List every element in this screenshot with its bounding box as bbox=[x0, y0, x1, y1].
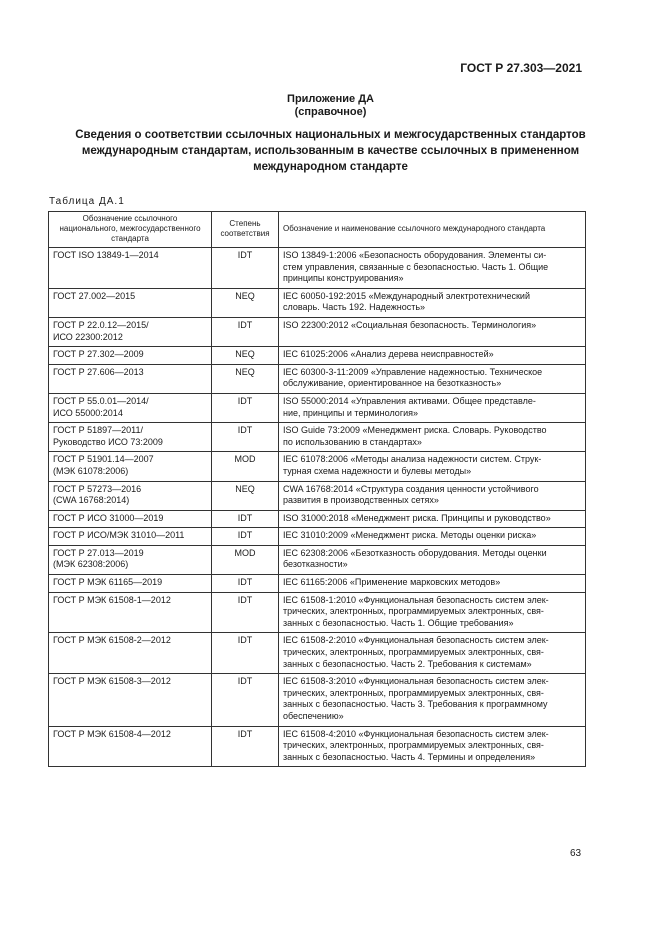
document-code: ГОСТ Р 27.303—2021 bbox=[460, 61, 582, 75]
cell-international: IEC 60300-3-11:2009 «Управление надежностью. Техническое обслуживание, ориентированное на безотказность» bbox=[279, 364, 586, 393]
cell-degree: MOD bbox=[212, 545, 279, 574]
cell-national: ГОСТ Р ИСО 31000—2019 bbox=[49, 510, 212, 528]
cell-degree: IDT bbox=[212, 510, 279, 528]
table-row bbox=[49, 545, 586, 574]
table-caption: Таблица ДА.1 bbox=[49, 196, 125, 207]
cell-national: ГОСТ Р ИСО/МЭК 31010—2011 bbox=[49, 528, 212, 546]
cell-national: ГОСТ Р МЭК 61508-2—2012 bbox=[49, 633, 212, 674]
section-heading: Сведения о соответствии ссылочных национальных и межгосударственных стандартов международным стандартам, использованным в качестве ссылочных в примененном международном стандарте bbox=[75, 129, 586, 173]
cell-national: ГОСТ Р 27.302—2009 bbox=[49, 347, 212, 365]
appendix-title: Приложение ДА bbox=[287, 93, 374, 105]
cell-degree: IDT bbox=[212, 674, 279, 726]
cell-degree: MOD bbox=[212, 452, 279, 481]
table-row bbox=[49, 528, 586, 546]
appendix-kind: (справочное) bbox=[294, 106, 367, 118]
cell-degree: NEQ bbox=[212, 481, 279, 510]
table-row bbox=[49, 393, 586, 422]
cell-degree: IDT bbox=[212, 726, 279, 767]
cell-national: ГОСТ Р 27.013—2019 (МЭК 62308:2006) bbox=[49, 545, 212, 574]
cell-degree: IDT bbox=[212, 423, 279, 452]
cell-international: IEC 61508-3:2010 «Функциональная безопасность систем элек- трических, электронных, программируемых электронных, свя- занных с безопасностью. Часть 3. Требования к программному обеспечению» bbox=[279, 674, 586, 726]
cell-international: IEC 61508-4:2010 «Функциональная безопасность систем элек- трических, электронных, программируемых электронных, свя- занных с безопасностью. Часть 4. Термины и определения» bbox=[279, 726, 586, 767]
cell-international: ISO 31000:2018 «Менеджмент риска. Принципы и руководство» bbox=[279, 510, 586, 528]
cell-international: IEC 31010:2009 «Менеджмент риска. Методы оценки риска» bbox=[279, 528, 586, 546]
cell-national: ГОСТ Р 57273—2016 (CWA 16768:2014) bbox=[49, 481, 212, 510]
cell-degree: IDT bbox=[212, 393, 279, 422]
page-number: 63 bbox=[570, 848, 582, 859]
column-header-degree: Степень соответствия bbox=[212, 212, 279, 248]
cell-international: IEC 61508-2:2010 «Функциональная безопасность систем элек- трических, электронных, программируемых электронных, свя- занных с безопасностью. Часть 2. Требования к системам» bbox=[279, 633, 586, 674]
table-row bbox=[49, 364, 586, 393]
cell-national: ГОСТ Р 51897—2011/ Руководство ИСО 73:2009 bbox=[49, 423, 212, 452]
table-row bbox=[49, 317, 586, 346]
cell-degree: IDT bbox=[212, 317, 279, 346]
cell-international: IEC 61508-1:2010 «Функциональная безопасность систем элек- трических, электронных, программируемых электронных, свя- занных с безопасностью. Часть 1. Общие требования» bbox=[279, 592, 586, 633]
cell-international: IEC 61025:2006 «Анализ дерева неисправностей» bbox=[279, 347, 586, 365]
table-row bbox=[49, 288, 586, 317]
table-row bbox=[49, 575, 586, 593]
cell-international: ISO 22300:2012 «Социальная безопасность. Терминология» bbox=[279, 317, 586, 346]
cell-national: ГОСТ 27.002—2015 bbox=[49, 288, 212, 317]
cell-national: ГОСТ Р МЭК 61508-4—2012 bbox=[49, 726, 212, 767]
cell-international: IEC 62308:2006 «Безотказность оборудования. Методы оценки безотказности» bbox=[279, 545, 586, 574]
table-row bbox=[49, 592, 586, 633]
cell-national: ГОСТ Р МЭК 61508-1—2012 bbox=[49, 592, 212, 633]
cell-national: ГОСТ Р МЭК 61508-3—2012 bbox=[49, 674, 212, 726]
cell-national: ГОСТ Р 27.606—2013 bbox=[49, 364, 212, 393]
table-row bbox=[49, 481, 586, 510]
cell-degree: IDT bbox=[212, 528, 279, 546]
column-header-international: Обозначение и наименование ссылочного международного стандарта bbox=[279, 212, 586, 248]
cell-degree: NEQ bbox=[212, 347, 279, 365]
table-row bbox=[49, 347, 586, 365]
table-row bbox=[49, 510, 586, 528]
table-row bbox=[49, 633, 586, 674]
cell-international: CWA 16768:2014 «Структура создания ценности устойчивого развития в производственных сетях» bbox=[279, 481, 586, 510]
cell-international: ISO 13849-1:2006 «Безопасность оборудования. Элементы си- стем управления, связанные с безопасностью. Часть 1. Общие принципы конструирования» bbox=[279, 248, 586, 289]
cell-national: ГОСТ Р 22.0.12—2015/ ИСО 22300:2012 bbox=[49, 317, 212, 346]
table-row bbox=[49, 726, 586, 767]
table-row bbox=[49, 423, 586, 452]
table-body bbox=[49, 248, 586, 767]
table-row bbox=[49, 452, 586, 481]
cell-international: IEC 61078:2006 «Методы анализа надежности систем. Струк- турная схема надежности и булевы методы» bbox=[279, 452, 586, 481]
cell-national: ГОСТ Р МЭК 61165—2019 bbox=[49, 575, 212, 593]
cell-international: ISO 55000:2014 «Управления активами. Общее представле- ние, принципы и терминология» bbox=[279, 393, 586, 422]
cell-international: IEC 60050-192:2015 «Международный электротехнический словарь. Часть 192. Надежность» bbox=[279, 288, 586, 317]
cell-national: ГОСТ Р 51901.14—2007 (МЭК 61078:2006) bbox=[49, 452, 212, 481]
table-row bbox=[49, 248, 586, 289]
cell-national: ГОСТ Р 55.0.01—2014/ ИСО 55000:2014 bbox=[49, 393, 212, 422]
cell-degree: IDT bbox=[212, 248, 279, 289]
cell-degree: NEQ bbox=[212, 364, 279, 393]
table-row bbox=[49, 674, 586, 726]
cell-international: ISO Guide 73:2009 «Менеджмент риска. Словарь. Руководство по использованию в стандартах» bbox=[279, 423, 586, 452]
appendix-header bbox=[0, 93, 661, 119]
table-header-row bbox=[49, 212, 586, 248]
cell-international: IEC 61165:2006 «Применение марковских методов» bbox=[279, 575, 586, 593]
cell-national: ГОСТ ISO 13849-1—2014 bbox=[49, 248, 212, 289]
cell-degree: NEQ bbox=[212, 288, 279, 317]
cell-degree: IDT bbox=[212, 633, 279, 674]
cell-degree: IDT bbox=[212, 592, 279, 633]
column-header-national: Обозначение ссылочного национального, межгосударственного стандарта bbox=[49, 212, 212, 248]
cell-degree: IDT bbox=[212, 575, 279, 593]
correspondence-table bbox=[48, 211, 586, 767]
